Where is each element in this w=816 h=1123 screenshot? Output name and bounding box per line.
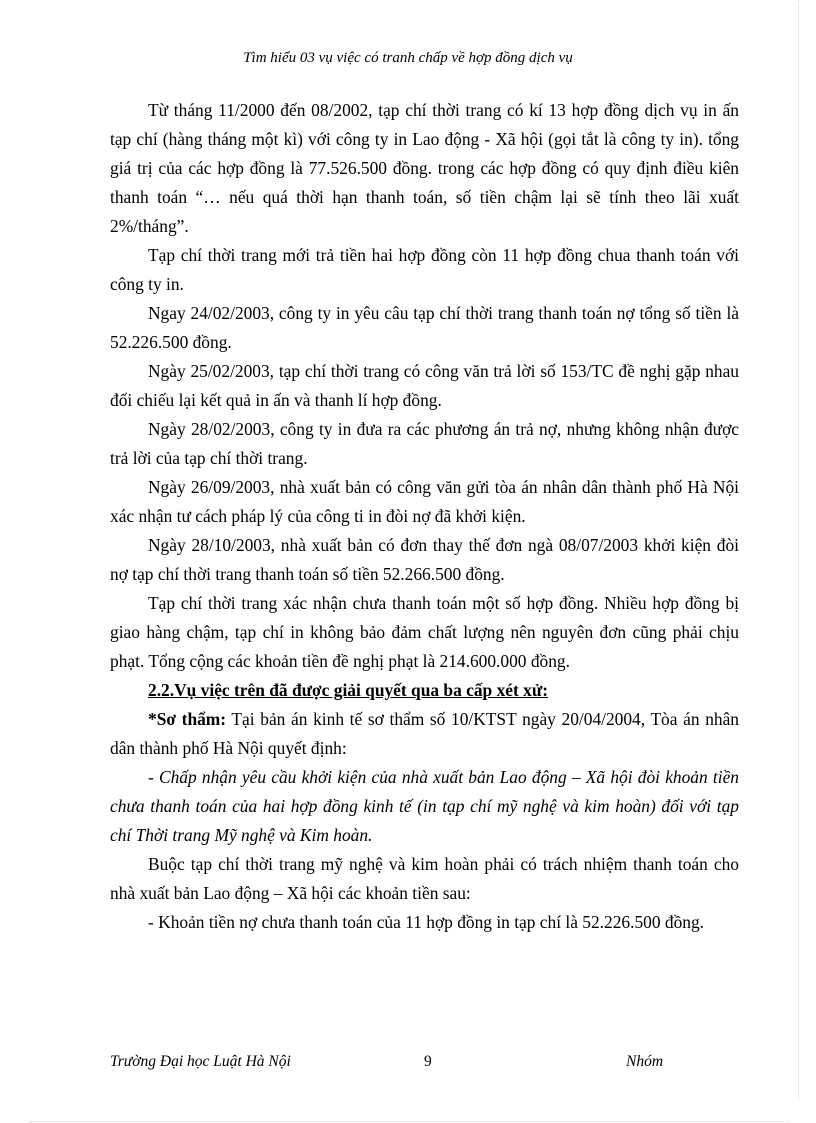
section-heading: 2.2.Vụ việc trên đã được giải quyết qua ba cấp xét xử:: [148, 680, 549, 700]
paragraph-event-2502: Ngày 25/02/2003, tạp chí thời trang có công văn trả lời số 153/TC đề nghị gặp nhau đối chiếu lại kết quả in ấn và thanh lí hợp đồng.: [110, 361, 739, 410]
paragraph-contracts: Từ tháng 11/2000 đến 08/2002, tạp chí thời trang có kí 13 hợp đồng dịch vụ in ấn tạp chí (hàng tháng một kì) với công ty in Lao động - Xã hội (gọi tắt là công ty in). tổng giá trị của các hợp đồng là 77.526.500 đồng. trong các hợp đồng có quy định điều kiên thanh toán “… nếu quá thời hạn thanh toán, số tiền chậm lại sẽ tính theo lãi xuất 2%/tháng”.: [110, 100, 739, 236]
paragraph-first-instance: [110, 705, 739, 763]
section-heading-paragraph: [110, 676, 739, 705]
document-body: [110, 96, 739, 937]
page-border-right: [798, 0, 800, 1100]
first-instance-text: Tại bản án kinh tế sơ thẩm số 10/KTST ngày 20/04/2004, Tòa án nhân dân thành phố Hà Nội quyết định:: [110, 709, 740, 758]
paragraph-obligation: Buộc tạp chí thời trang mỹ nghệ và kim hoàn phải có trách nhiệm thanh toán cho nhà xuất bản Lao động – Xã hội các khoản tiền sau:: [110, 854, 739, 903]
paragraph-event-2609: Ngày 26/09/2003, nhà xuất bản có công văn gửi tòa án nhân dân thành phố Hà Nội xác nhận tư cách pháp lý của công ti in đòi nợ đã khởi kiện.: [110, 477, 739, 526]
paragraph-counterclaim: Tạp chí thời trang xác nhận chưa thanh toán một số hợp đồng. Nhiều hợp đồng bị giao hàng chậm, tạp chí in không bảo đảm chất lượng nên nguyên đơn cũng phải chịu phạt. Tổng cộng các khoản tiền đề nghị phạt là 214.600.000 đồng.: [110, 593, 739, 671]
running-header: Tìm hiểu 03 vụ việc có tranh chấp về hợp đồng dịch vụ: [243, 50, 573, 66]
footer-group: Nhóm: [626, 1053, 664, 1070]
paragraph-decision: - Chấp nhận yêu cầu khởi kiện của nhà xuất bản Lao động – Xã hội đòi khoản tiền chưa thanh toán của hai hợp đồng kinh tế (in tạp chí mỹ nghệ và kim hoàn) đối với tạp chí Thời trang Mỹ nghệ và Kim hoàn.: [110, 767, 739, 845]
paragraph-event-2802: Ngày 28/02/2003, công ty in đưa ra các phương án trả nợ, nhưng không nhận được trả lời của tạp chí thời trang.: [110, 419, 739, 468]
paragraph-event-2402: Ngay 24/02/2003, công ty in yêu câu tạp chí thời trang thanh toán nợ tổng số tiền là 52.226.500 đồng.: [110, 303, 739, 352]
footer-school: Trường Đại học Luật Hà Nội: [110, 1053, 291, 1070]
page-footer: [110, 1053, 670, 1075]
paragraph-event-2810: Ngày 28/10/2003, nhà xuất bản có đơn thay thế đơn ngà 08/07/2003 khởi kiện đòi nợ tạp chí thời trang thanh toán số tiền 52.266.500 đồng.: [110, 535, 739, 584]
paragraph-debt-item: - Khoản tiền nợ chưa thanh toán của 11 hợp đồng in tạp chí là 52.226.500 đồng.: [148, 912, 705, 932]
paragraph-payment-status: Tạp chí thời trang mới trả tiền hai hợp đồng còn 11 hợp đồng chua thanh toán với công ty in.: [110, 245, 739, 294]
page-number: 9: [424, 1053, 432, 1070]
first-instance-label: *Sơ thẩm:: [148, 709, 227, 729]
